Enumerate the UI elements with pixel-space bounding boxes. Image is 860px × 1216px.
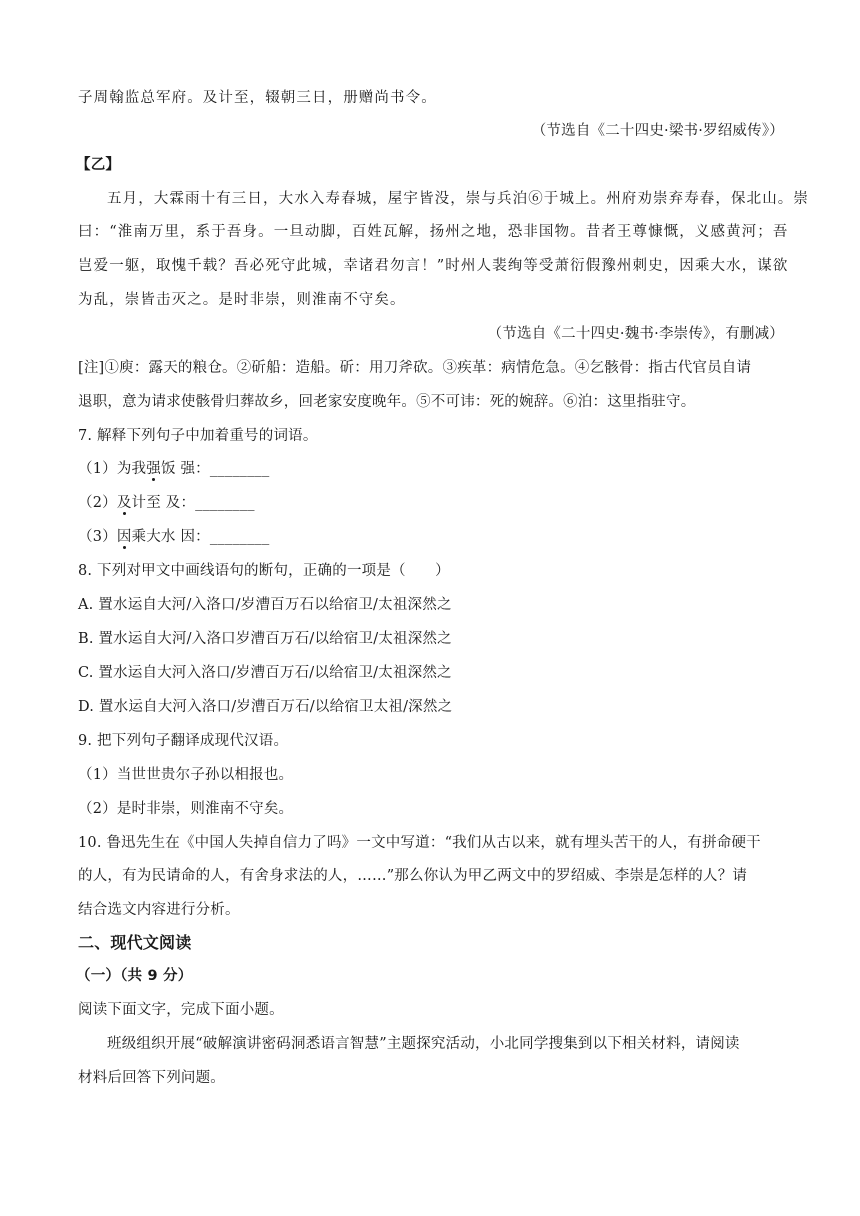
- yi-line-3: 岂爱一躯，取愧千载？吾必死守此城，幸诸君勿言！”时州人裴绚等受萧衍假豫州刺史，因乘大水，谋欲: [78, 258, 789, 274]
- activity-intro-line-1: 班级组织开展“破解演讲密码洞悉语言智慧”主题探究活动，小北同学搜集到以下相关材料，请阅读: [107, 1036, 740, 1052]
- emphasis-dot-char: 及: [116, 495, 132, 511]
- yi-line-1: 五月，大霖雨十有三日，大水入寿春城，屋宇皆没，崇与兵泊⑥于城上。州府劝崇弃寿春，保北山。崇: [107, 191, 809, 207]
- activity-intro-line-2: 材料后回答下列问题。: [78, 1070, 225, 1086]
- yi-line-4: 为乱，崇皆击灭之。是时非崇，则淮南不守矣。: [78, 292, 406, 308]
- emphasis-dot-char: 强: [146, 461, 161, 477]
- question-7-item-1: （1）为我强饭 强：________: [78, 461, 270, 477]
- question-7-stem: 7. 解释下列句子中加着重号的词语。: [78, 428, 318, 444]
- question-10-line-1: 10. 鲁迅先生在《中国人失掉自信力了吗》一文中写道：“我们从古以来，就有埋头苦干的人，有拼命硬干: [78, 835, 761, 851]
- question-8-option-c: C. 置水运自大河入洛口/岁漕百万石/以给宿卫/太祖深然之: [78, 665, 452, 681]
- question-7-item-3: （3）因乘大水 因：________: [78, 529, 270, 545]
- question-8-option-d: D. 置水运自大河入洛口/岁漕百万石/以给宿卫太祖/深然之: [78, 699, 453, 715]
- question-10-line-3: 结合选文内容进行分析。: [78, 902, 240, 918]
- question-9-item-1: （1）当世世贵尔子孙以相报也。: [78, 767, 294, 783]
- question-8-option-b: B. 置水运自大河/入洛口岁漕百万石/以给宿卫/太祖深然之: [78, 631, 452, 647]
- answer-blank: ________: [209, 461, 270, 477]
- emphasis-dot-char: 因: [116, 529, 132, 545]
- yi-line-2: 曰：“淮南万里，系于吾身。一旦动脚，百姓瓦解，扬州之地，恐非国物。昔者王尊慷慨，义感黄河；吾: [78, 224, 789, 240]
- subsection-heading: （一）（共 9 分）: [76, 968, 193, 984]
- notes-line-1: [注]①庾：露天的粮仓。②斫船：造船。斫：用刀斧砍。③疾革：病情危急。④乞骸骨：指古代官员自请: [78, 360, 752, 376]
- reading-instruction: 阅读下面文字，完成下面小题。: [78, 1002, 284, 1018]
- answer-blank: ________: [209, 529, 270, 545]
- question-7-item-2: （2）及计至 及：________: [78, 495, 255, 511]
- question-8-option-a: A. 置水运自大河/入洛口/岁漕百万石以给宿卫/太祖深然之: [78, 597, 452, 613]
- notes-line-2: 退职，意为请求使骸骨归葬故乡，回老家安度晚年。⑤不可讳：死的婉辞。⑥泊：这里指驻守。: [78, 394, 696, 410]
- question-9-stem: 9. 把下列句子翻译成现代汉语。: [78, 733, 289, 749]
- section-heading: 二、现代文阅读: [78, 933, 192, 952]
- yi-heading: 【乙】: [76, 157, 121, 173]
- jia-passage-tail: 子周翰监总军府。及计至，辍朝三日，册赠尚书令。: [78, 90, 437, 106]
- question-10-line-2: 的人，有为民请命的人，有舍身求法的人，……”那么你认为甲乙两文中的罗绍威、李崇是怎样的人？请: [78, 868, 748, 884]
- question-8-stem: 8. 下列对甲文中画线语句的断句，正确的一项是（ ）: [78, 563, 450, 579]
- question-9-item-2: （2）是时非崇，则淮南不守矣。: [78, 801, 294, 817]
- yi-source-citation: （节选自《二十四史·魏书·李崇传》，有删减）: [487, 326, 784, 342]
- jia-source-citation: （节选自《二十四史·梁书·罗绍威传》）: [531, 123, 784, 139]
- answer-blank: ________: [195, 495, 255, 511]
